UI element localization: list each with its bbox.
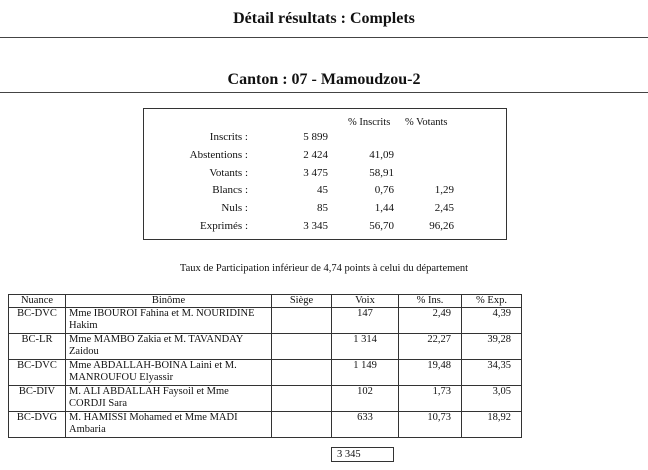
voix-cell: 633 — [332, 412, 399, 438]
voix-cell: 147 — [332, 308, 399, 334]
nuance-cell: BC-DVG — [9, 412, 66, 438]
participation-note: Taux de Participation inférieur de 4,74 points à celui du département — [179, 263, 469, 274]
stat-pct-vot-nuls: 2,45 — [434, 202, 454, 214]
pct-exp-cell: 34,35 — [462, 360, 522, 386]
pct-exp-cell: 18,92 — [462, 412, 522, 438]
siege-cell — [272, 334, 332, 360]
pct-ins-cell: 1,73 — [399, 386, 462, 412]
binome-cell: M. ALI ABDALLAH Faysoil et Mme CORDJI Sara — [66, 386, 272, 412]
total-voix: 3 345 — [331, 447, 394, 462]
header-pct-ins: % Ins. — [399, 295, 462, 308]
table-row — [9, 334, 522, 360]
stat-label-abstentions: Abstentions : — [189, 149, 248, 161]
pct-ins-cell: 22,27 — [399, 334, 462, 360]
results-table — [8, 294, 522, 438]
pct-ins-cell: 2,49 — [399, 308, 462, 334]
stat-label-blancs: Blancs : — [212, 184, 248, 196]
stats-box — [143, 108, 507, 240]
nuance-cell: BC-LR — [9, 334, 66, 360]
top-divider — [0, 37, 648, 38]
pct-exp-cell: 4,39 — [462, 308, 522, 334]
stat-label-votants: Votants : — [209, 167, 248, 179]
header-nuance: Nuance — [9, 295, 66, 308]
stat-pct-ins-nuls: 1,44 — [374, 202, 394, 214]
stat-pct-ins-blancs: 0,76 — [374, 184, 394, 196]
canton-title: Canton : 07 - Mamoudzou-2 — [227, 71, 421, 88]
pct-exp-cell: 3,05 — [462, 386, 522, 412]
stat-pct-vot-blancs: 1,29 — [434, 184, 454, 196]
stat-pct-ins-abstentions: 41,09 — [369, 149, 394, 161]
siege-cell — [272, 386, 332, 412]
header-voix: Voix — [332, 295, 399, 308]
table-row — [9, 412, 522, 438]
stat-pct-ins-exprimes: 56,70 — [369, 220, 394, 232]
stat-pct-ins-votants: 58,91 — [369, 167, 394, 179]
stat-value-blancs: 45 — [317, 184, 328, 196]
nuance-cell: BC-DIV — [9, 386, 66, 412]
binome-cell: M. HAMISSI Mohamed et Mme MADI Ambaria — [66, 412, 272, 438]
pct-ins-cell: 10,73 — [399, 412, 462, 438]
page-title: Détail résultats : Complets — [233, 10, 415, 27]
stat-label-exprimes: Exprimés : — [200, 220, 248, 232]
pct-ins-cell: 19,48 — [399, 360, 462, 386]
stat-value-abstentions: 2 424 — [303, 149, 328, 161]
voix-cell: 102 — [332, 386, 399, 412]
table-row — [9, 386, 522, 412]
canton-divider — [0, 92, 648, 93]
stat-value-exprimes: 3 345 — [303, 220, 328, 232]
header-pct-exp: % Exp. — [462, 295, 522, 308]
siege-cell — [272, 412, 332, 438]
stat-pct-vot-exprimes: 96,26 — [429, 220, 454, 232]
binome-cell: Mme MAMBO Zakia et M. TAVANDAY Zaidou — [66, 334, 272, 360]
binome-cell: Mme ABDALLAH-BOINA Laini et M. MANROUFOU Elyassir — [66, 360, 272, 386]
stat-value-nuls: 85 — [317, 202, 328, 214]
voix-cell: 1 314 — [332, 334, 399, 360]
binome-cell: Mme IBOUROI Fahina et M. NOURIDINE Hakim — [66, 308, 272, 334]
col-header-votants: % Votants — [405, 117, 448, 128]
header-binome: Binôme — [66, 295, 272, 308]
table-row — [9, 308, 522, 334]
siege-cell — [272, 308, 332, 334]
table-row — [9, 360, 522, 386]
siege-cell — [272, 360, 332, 386]
results-header-row — [9, 295, 522, 308]
nuance-cell: BC-DVC — [9, 360, 66, 386]
col-header-inscrits: % Inscrits — [348, 117, 391, 128]
voix-cell: 1 149 — [332, 360, 399, 386]
pct-exp-cell: 39,28 — [462, 334, 522, 360]
stat-value-inscrits: 5 899 — [303, 131, 328, 143]
nuance-cell: BC-DVC — [9, 308, 66, 334]
header-siege: Siège — [272, 295, 332, 308]
stat-label-nuls: Nuls : — [221, 202, 248, 214]
stat-value-votants: 3 475 — [303, 167, 328, 179]
stat-label-inscrits: Inscrits : — [209, 131, 248, 143]
